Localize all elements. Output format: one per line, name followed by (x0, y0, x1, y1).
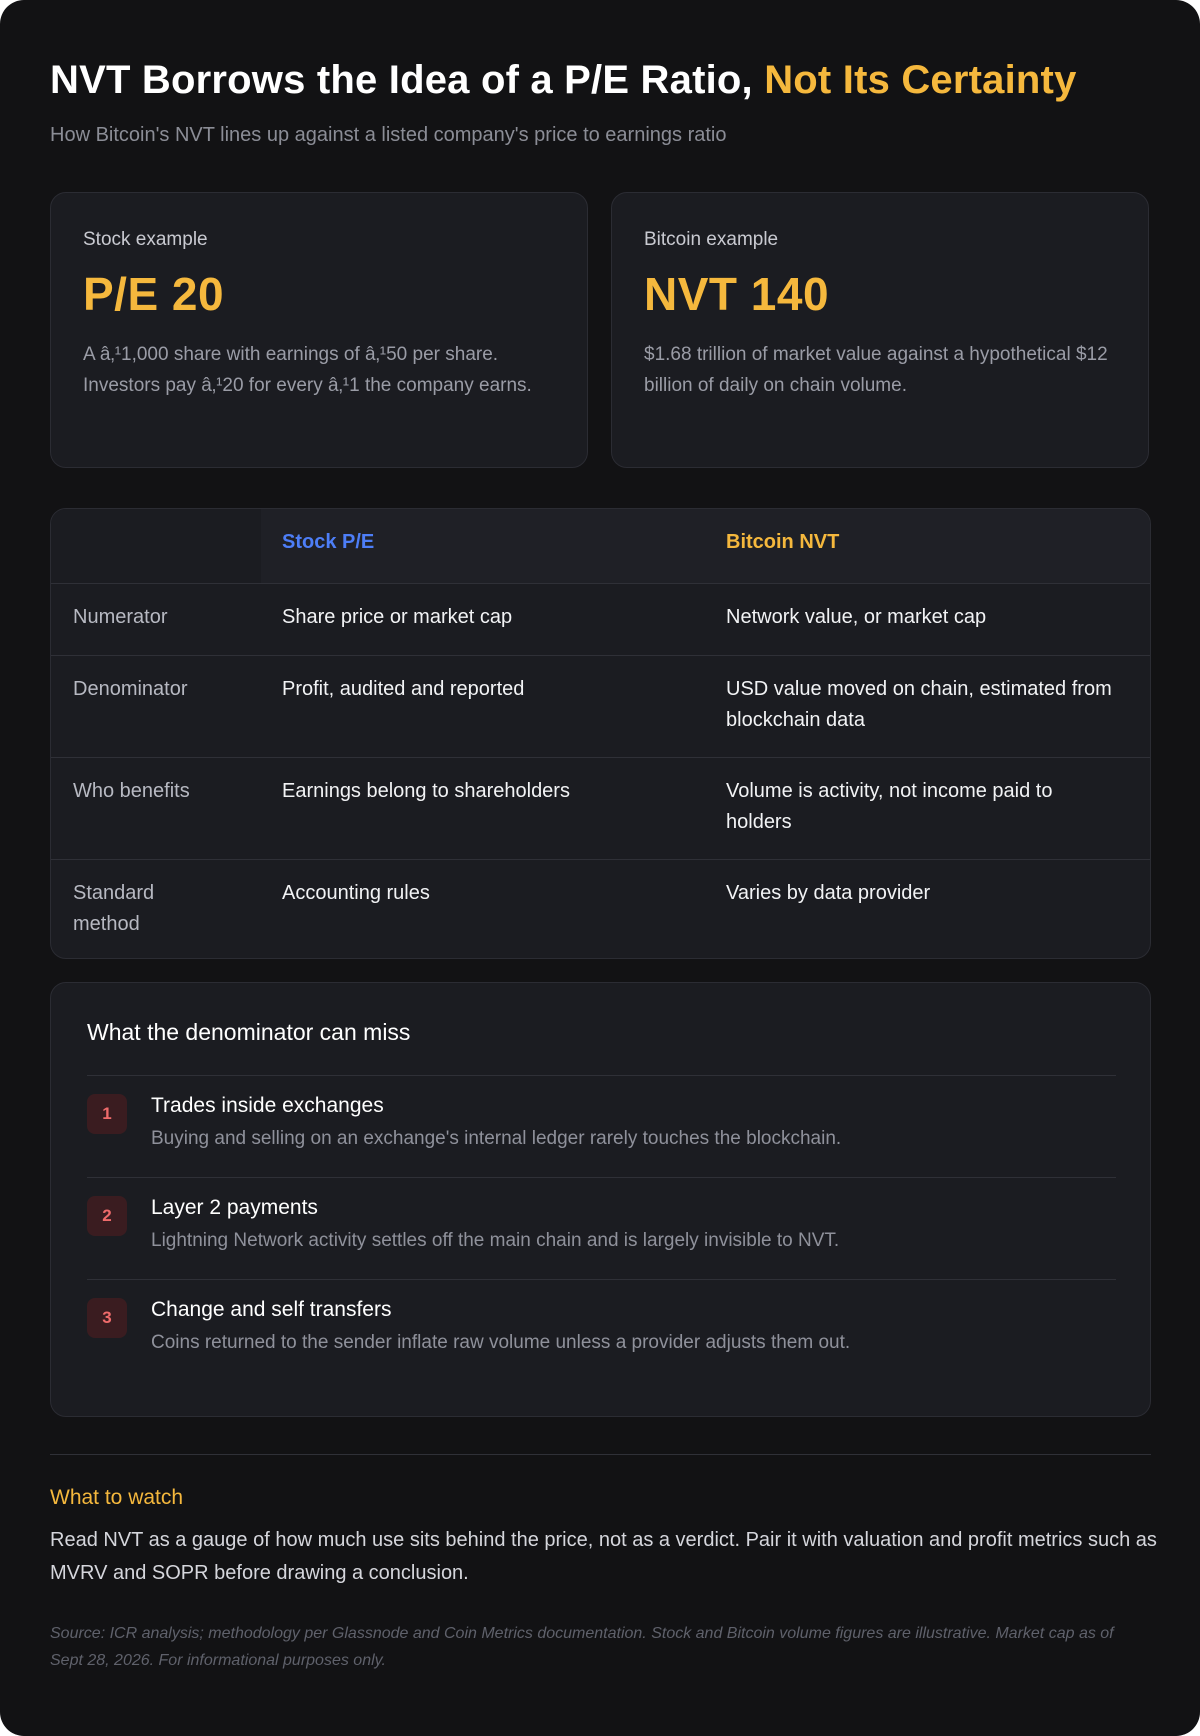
list-item (87, 1177, 1116, 1280)
item-description: Coins returned to the sender inflate raw volume unless a provider adjusts them out. (151, 1332, 851, 1353)
item-description: Lightning Network activity settles off the main chain and is largely invisible to NVT. (151, 1230, 840, 1251)
table-header-row (51, 509, 1151, 583)
page-title (50, 58, 1077, 103)
list-item (87, 1279, 1116, 1382)
denominator-misses-card (50, 982, 1151, 1417)
row-label: Who benefits (73, 780, 190, 802)
source-note: Source: ICR analysis; methodology per Glassnode and Coin Metrics documentation. Stock and Bitcoin volume figures are illustrative. Market cap as of Sept 28, 2026. For informational purposes only. (50, 1625, 1114, 1669)
comparison-table (50, 508, 1151, 959)
table-row (51, 655, 1151, 757)
number-badge: 1 (87, 1094, 127, 1134)
title-accent: Not Its Certainty (764, 58, 1077, 102)
stock-example-value: P/E 20 (83, 268, 225, 320)
list-item (87, 1075, 1116, 1178)
item-title: Change and self transfers (151, 1298, 392, 1321)
stock-example-card (50, 192, 588, 468)
item-title: Trades inside exchanges (151, 1094, 384, 1117)
bitcoin-example-card (611, 192, 1149, 468)
item-description: Buying and selling on an exchange's internal ledger rarely touches the blockchain. (151, 1128, 842, 1149)
bitcoin-example-label: Bitcoin example (644, 229, 779, 250)
misses-title: What the denominator can miss (87, 1019, 411, 1045)
table-row (51, 583, 1151, 655)
stock-example-label: Stock example (83, 229, 208, 250)
bitcoin-example-description: $1.68 trillion of market value against a hypothetical $12 billion of daily on chain volume. (644, 344, 1108, 396)
header-bitcoin-nvt: Bitcoin NVT (726, 531, 840, 553)
bitcoin-cell: Network value, or market cap (726, 606, 987, 628)
number-badge: 2 (87, 1196, 127, 1236)
section-divider (50, 1454, 1151, 1455)
header-stock-pe: Stock P/E (282, 531, 375, 553)
table-row (51, 757, 1151, 859)
stock-cell: Profit, audited and reported (282, 678, 525, 700)
stock-cell: Accounting rules (282, 882, 430, 904)
stock-cell: Share price or market cap (282, 606, 513, 628)
watch-text: Read NVT as a gauge of how much use sits behind the price, not as a verdict. Pair it with valuation and profit metrics such as MVRV and SOPR before drawing a conclusion. (50, 1529, 1157, 1584)
stock-example-description: A â‚¹1,000 share with earnings of â‚¹50 per share. Investors pay â‚¹20 for every â‚¹1 the company earns. (83, 344, 532, 396)
table-header-corner (51, 509, 261, 583)
bitcoin-cell: Varies by data provider (726, 882, 931, 904)
row-label: Denominator (73, 678, 188, 700)
number-badge: 3 (87, 1298, 127, 1338)
watch-label: What to watch (50, 1486, 184, 1509)
bitcoin-cell: USD value moved on chain, estimated from blockchain data (726, 678, 1112, 731)
item-title: Layer 2 payments (151, 1196, 318, 1219)
bitcoin-cell: Volume is activity, not income paid to holders (726, 780, 1053, 833)
title-main: NVT Borrows the Idea of a P/E Ratio, (50, 58, 753, 102)
table-row (51, 859, 1151, 959)
stock-cell: Earnings belong to shareholders (282, 780, 570, 802)
row-label: Numerator (73, 606, 168, 628)
bitcoin-example-value: NVT 140 (644, 268, 830, 320)
page-subtitle: How Bitcoin's NVT lines up against a listed company's price to earnings ratio (50, 124, 727, 146)
row-label: Standard method (73, 882, 155, 935)
